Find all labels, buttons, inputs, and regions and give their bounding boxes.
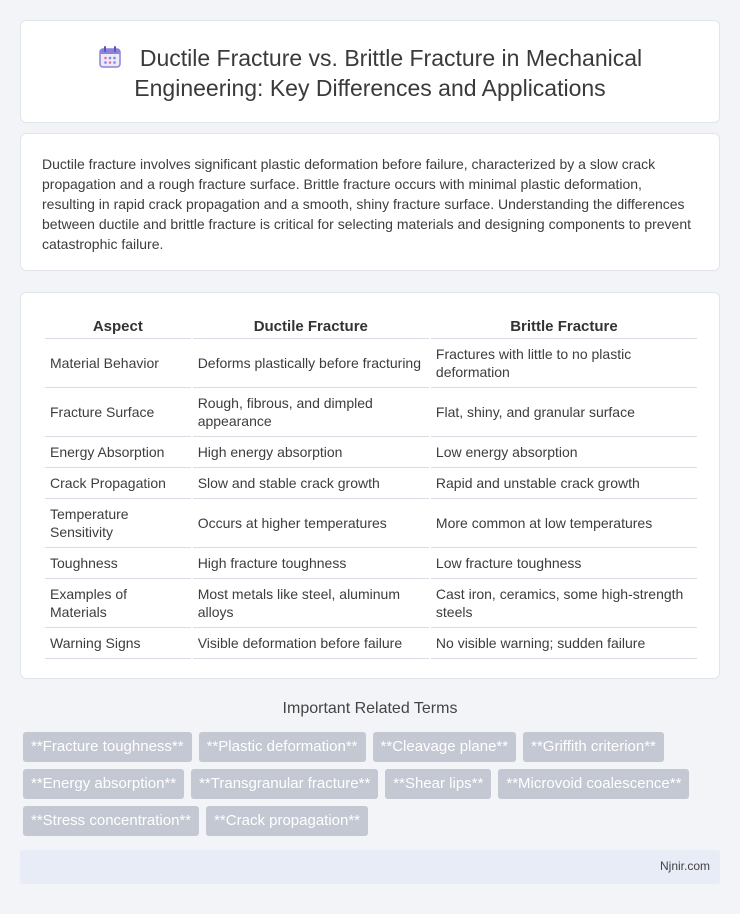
cell-aspect: Temperature Sensitivity [45, 499, 191, 548]
cell-brittle: Low fracture toughness [431, 548, 697, 579]
header-aspect: Aspect [45, 315, 191, 339]
cell-brittle: Flat, shiny, and granular surface [431, 388, 697, 437]
table-row [45, 388, 697, 437]
header-brittle: Brittle Fracture [431, 315, 697, 339]
tag-plastic-deformation[interactable]: **Plastic deformation** [199, 732, 366, 762]
footer-site-link[interactable]: Njnir.com [659, 859, 710, 873]
footer [20, 850, 720, 884]
tag-shear-lips[interactable]: **Shear lips** [385, 769, 491, 799]
header-ductile: Ductile Fracture [193, 315, 429, 339]
table-header-row [45, 315, 697, 339]
title-card [20, 20, 720, 123]
cell-brittle: More common at low temperatures [431, 499, 697, 548]
cell-aspect: Warning Signs [45, 628, 191, 659]
calendar-icon [98, 45, 122, 69]
tag-crack-propagation[interactable]: **Crack propagation** [206, 806, 368, 836]
table-row [45, 339, 697, 388]
tag-cleavage-plane[interactable]: **Cleavage plane** [373, 732, 517, 762]
page-title-container [21, 43, 719, 103]
table-row [45, 548, 697, 579]
cell-aspect: Energy Absorption [45, 437, 191, 468]
tag-energy-absorption[interactable]: **Energy absorption** [23, 769, 184, 799]
table-row [45, 437, 697, 468]
cell-aspect: Examples of Materials [45, 579, 191, 628]
intro-card [20, 133, 720, 271]
comparison-card [20, 292, 720, 679]
cell-ductile: Most metals like steel, aluminum alloys [193, 579, 429, 628]
tag-fracture-toughness[interactable]: **Fracture toughness** [23, 732, 192, 762]
cell-aspect: Toughness [45, 548, 191, 579]
cell-ductile: Rough, fibrous, and dimpled appearance [193, 388, 429, 437]
cell-ductile: Deforms plastically before fracturing [193, 339, 429, 388]
cell-aspect: Crack Propagation [45, 468, 191, 499]
page-title: Ductile Fracture vs. Brittle Fracture in Mechanical Engineering: Key Differences and Applications [134, 45, 643, 101]
cell-ductile: Slow and stable crack growth [193, 468, 429, 499]
tag-transgranular-fracture[interactable]: **Transgranular fracture** [191, 769, 378, 799]
cell-ductile: Visible deformation before failure [193, 628, 429, 659]
related-terms-tags [23, 732, 723, 843]
tag-stress-concentration[interactable]: **Stress concentration** [23, 806, 199, 836]
cell-aspect: Material Behavior [45, 339, 191, 388]
cell-brittle: Low energy absorption [431, 437, 697, 468]
table-row [45, 499, 697, 548]
cell-ductile: Occurs at higher temperatures [193, 499, 429, 548]
table-row [45, 628, 697, 659]
comparison-table [43, 315, 699, 659]
cell-ductile: High energy absorption [193, 437, 429, 468]
cell-ductile: High fracture toughness [193, 548, 429, 579]
cell-brittle: No visible warning; sudden failure [431, 628, 697, 659]
cell-brittle: Rapid and unstable crack growth [431, 468, 697, 499]
related-terms-heading: Important Related Terms [282, 700, 458, 717]
tag-microvoid-coalescence[interactable]: **Microvoid coalescence** [498, 769, 689, 799]
cell-aspect: Fracture Surface [45, 388, 191, 437]
table-row [45, 468, 697, 499]
cell-brittle: Fractures with little to no plastic deformation [431, 339, 697, 388]
intro-paragraph: Ductile fracture involves significant plastic deformation before failure, characterized by a slow crack propagation and a rough fracture surface. Brittle fracture occurs with minimal plastic deformation, resulting in rapid crack propagation and a smooth, shiny fracture surface. Understanding the differences between ductile and brittle fracture is critical for selecting materials and designing components to prevent catastrophic failure. [42, 156, 692, 252]
tag-griffith-criterion[interactable]: **Griffith criterion** [523, 732, 664, 762]
cell-brittle: Cast iron, ceramics, some high-strength steels [431, 579, 697, 628]
table-row [45, 579, 697, 628]
